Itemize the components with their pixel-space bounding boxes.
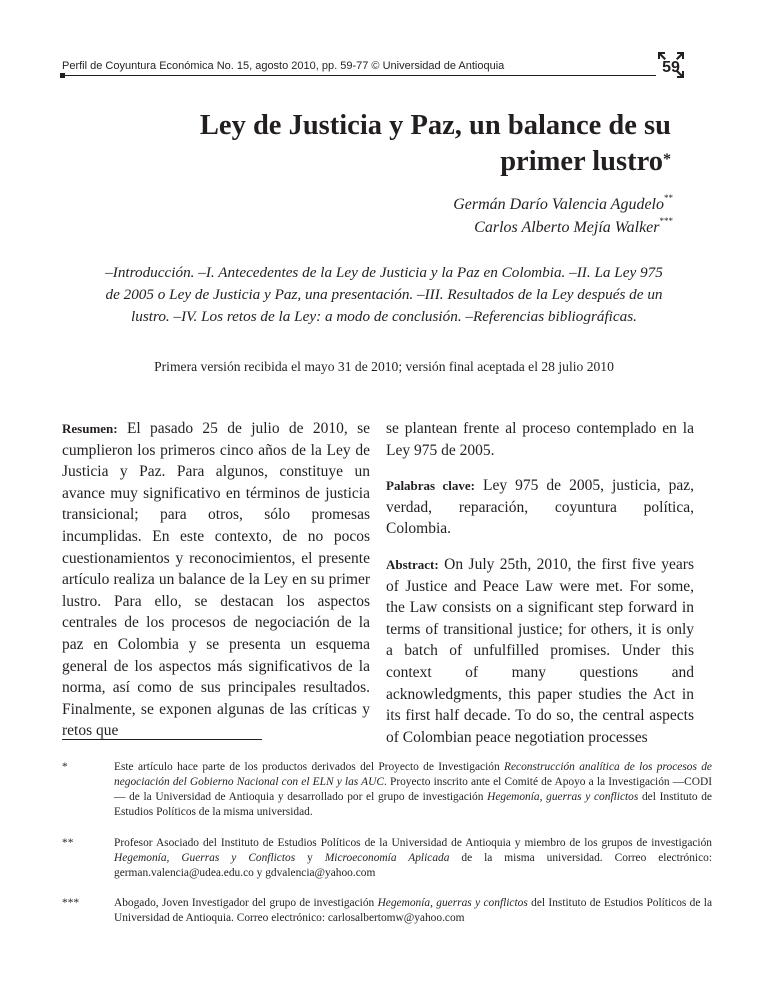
running-head: Perfil de Coyuntura Económica No. 15, agosto 2010, pp. 59-77 © Universidad de Antioquia [62, 60, 505, 72]
title-line-1: Ley de Justicia y Paz, un balance de su [199, 110, 671, 141]
footnote-italic-part: Hegemonía, guerras y conflictos [487, 791, 639, 803]
author-footnote-mark: *** [659, 216, 673, 226]
abstract-text: On July 25th, 2010, the first five years of Justice and Peace Law were met. For some, the Law consists on a significant step forward in terms of transitional justice; for others, it is only a batch of unfulfilled promises. Under this context of many questions and acknowledgments, this paper studies the Act in its first half decade. To do so, the central aspects of Colombian peace negotiation processes [386, 555, 694, 746]
author-2 [474, 216, 673, 237]
page-number: 59 [662, 59, 680, 76]
title-line-2-text: primer lustro [500, 146, 663, 177]
footnote-rule [62, 739, 262, 740]
footnote-text-part: Este artículo hace parte de los productos derivados del Proyecto de Investigación [114, 761, 505, 773]
title-line-2 [111, 144, 671, 180]
abstract-label: Abstract: [386, 556, 439, 572]
title-footnote-mark: * [663, 151, 671, 168]
footnote-mark: ** [62, 837, 74, 849]
footnote-text-part: del Instituto de Estudios Políticos de la Universidad de Antioquia. Correo electrónico: carlosalbertomw@yahoo.com [114, 897, 713, 924]
toc-line: –Introducción. –I. Antecedentes de la Ley de Justicia y la Paz en Colombia. –II. La Ley 975 [105, 264, 663, 281]
footnote-text [114, 896, 712, 926]
footnote-2 [62, 836, 712, 881]
footnote-text [114, 760, 712, 820]
footnote-text-part: del Instituto de Estudios Políticos de la misma universidad. [114, 791, 712, 818]
toc-line: lustro. –IV. Los retos de la Ley: a modo de conclusión. –Referencias bibliográficas. [131, 308, 637, 325]
footnote-italic-part: Hegemonía, Guerras y Conflictos [114, 852, 296, 864]
author-1 [453, 193, 673, 214]
footnote-3 [62, 896, 712, 926]
footnote-text-part: . Proyecto inscrito ante el Comité de Apoyo a la Investigación —CODI— de la Universidad de Antioquia y desarrollado por el grupo de investigación [114, 776, 713, 803]
resumen-label: Resumen: [62, 421, 118, 436]
footnote-text-part: Abogado, Joven Investigador del grupo de investigación [114, 897, 378, 909]
header-rule [62, 75, 656, 76]
footnote-italic-part: Microeconomía Aplicada [324, 852, 450, 864]
footnote-text-part: Profesor Asociado del Instituto de Estudios Políticos de la Universidad de Antioquia y miembro de los grupos de investigación [114, 837, 712, 849]
footnote-text-part: y [295, 852, 325, 864]
footnote-mark: *** [62, 897, 80, 909]
footnote-mark: * [62, 761, 68, 773]
footnote-italic-part: Reconstrucción analítica de los procesos de negociación del Gobierno Nacional con el ELN y las AUC [114, 761, 712, 788]
footnote-text-part: de la misma universidad. Correo electrónico: german.valencia@udea.edu.co y gdvalencia@yahoo.com [114, 852, 712, 879]
resumen-text: El pasado 25 de julio de 2010, se cumplieron los primeros cinco años de la Ley de Justicia y Paz. Para algunos, constituye un avance muy significativo en términos de justicia transicional; para otros, sólo promesas incumplidas. En este contexto, de no pocos cuestionamientos y reconocimientos, el presente artículo realiza un balance de la Ley en su primer lustro. Para ello, se destacan los aspectos centrales de los procesos de negociación de la paz en Colombia y se presenta un esquema general de los aspectos más significativos de la norma, así como de sus principales resultados. Finalmente, se exponen algunas de las críticas y retos que [62, 420, 371, 740]
author-footnote-mark: ** [664, 193, 673, 203]
received-dates: Primera versión recibida el mayo 31 de 2010; versión final aceptada el 28 julio 2010 [154, 359, 614, 374]
keywords-label: Palabras clave: [386, 478, 475, 494]
resumen-section [62, 418, 370, 742]
article-title [111, 108, 671, 180]
toc-line: de 2005 o Ley de Justicia y Paz, una presentación. –III. Resultados de la Ley después de un [105, 286, 663, 303]
table-of-contents [90, 262, 678, 328]
footnote-italic-part: Hegemonía, guerras y conflictos [377, 897, 528, 909]
footnote-text [114, 836, 712, 881]
right-column [386, 418, 694, 748]
resumen-continuation: se plantean frente al proceso contemplado en la Ley 975 de 2005. [386, 420, 694, 459]
keywords-text: Ley 975 de 2005, justicia, paz, verdad, reparación, coyuntura política, Colombia. [386, 477, 695, 538]
author-name: Germán Darío Valencia Agudelo [453, 196, 664, 213]
footnote-1 [62, 760, 712, 820]
author-name: Carlos Alberto Mejía Walker [474, 219, 660, 236]
